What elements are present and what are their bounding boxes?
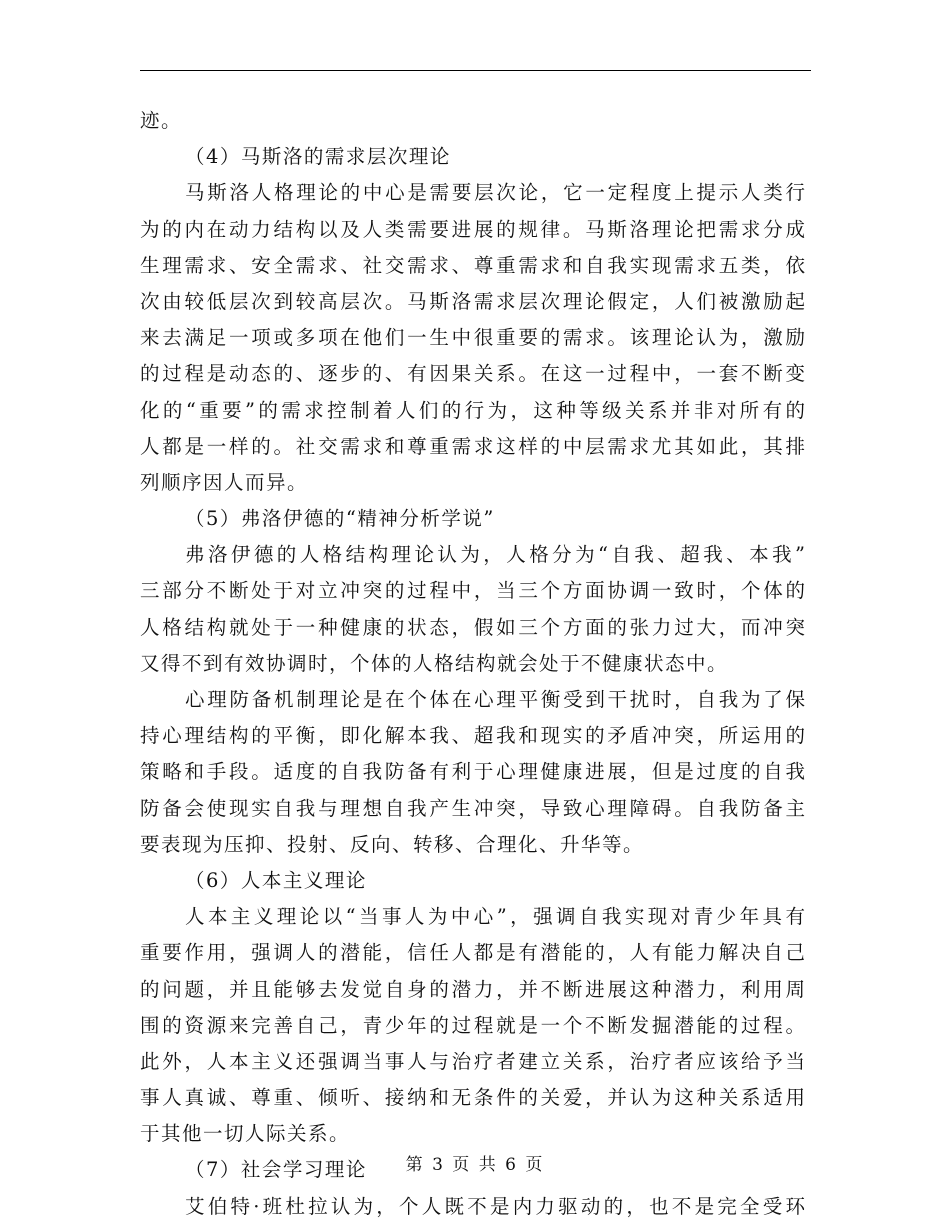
text-line: 艾伯特·班杜拉认为，个人既不是内力驱动的，也不是完全受环 <box>185 1194 805 1218</box>
text-line: 心理防备机制理论是在个体在心理平衡受到干扰时，自我为了保 <box>185 688 805 711</box>
text-line: 弗洛伊德的人格结构理论认为，人格分为“自我、超我、本我” <box>185 543 805 567</box>
text-line: 人格结构就处于一种健康的状态，假如三个方面的张力过大，而冲突 <box>140 615 805 639</box>
text-line: 马斯洛人格理论的中心是需要层次论，它一定程度上提示人类行 <box>185 181 805 205</box>
text-line: 人本主义理论以“当事人为中心”，强调自我实现对青少年具有 <box>185 905 805 929</box>
text-line: 于其他一切人际关系。 <box>140 1122 351 1146</box>
text-line: 又得不到有效协调时，个体的人格结构就会处于不健康状态中。 <box>140 651 729 675</box>
text-line: 围的资源来完善自己，青少年的过程就是一个不断发掘潜能的过程。 <box>140 1013 805 1037</box>
text-line: 生理需求、安全需求、社交需求、尊重需求和自我实现需求五类，依 <box>140 253 805 277</box>
section-heading-humanism: （6）人本主义理论 <box>185 868 367 892</box>
document-body <box>140 103 805 1225</box>
text-line: 策略和手段。适度的自我防备有利于心理健康进展，但是过度的自我 <box>140 760 805 784</box>
text-line: 三部分不断处于对立冲突的过程中，当三个方面协调一致时，个体的 <box>140 579 805 603</box>
text-line: 的问题，并且能够去发觉自身的潜力，并不断进展这种潜力，利用周 <box>140 977 805 1001</box>
section-heading-freud: （5）弗洛伊德的“精神分析学说” <box>185 507 495 531</box>
header-rule <box>140 70 811 71</box>
section-heading-social-learning: （7）社会学习理论 <box>185 1158 367 1182</box>
text-line: 化的“重要”的需求控制着人们的行为，这种等级关系并非对所有的 <box>140 398 805 422</box>
text-line: 防备会使现实自我与理想自我产生冲突，导致心理障碍。自我防备主 <box>140 796 805 820</box>
text-line: 的过程是动态的、逐步的、有因果关系。在这一过程中，一套不断变 <box>140 362 805 386</box>
text-line: 持心理结构的平衡，即化解本我、超我和现实的矛盾冲突，所运用的 <box>140 724 805 748</box>
text-line: 来去满足一项或多项在他们一生中很重要的需求。该理论认为，激励 <box>140 326 805 350</box>
page-number: 第 3 页 共 6 页 <box>405 1155 545 1175</box>
text-line: 此外，人本主义还强调当事人与治疗者建立关系，治疗者应该给予当 <box>140 1049 805 1073</box>
text-line: 次由较低层次到较高层次。马斯洛需求层次理论假定，人们被激励起 <box>140 289 805 313</box>
text-line: 事人真诚、尊重、倾听、接纳和无条件的关爱，并认为这种关系适用 <box>140 1086 805 1110</box>
text-line: 列顺序因人而异。 <box>140 470 309 494</box>
text-line: 为的内在动力结构以及人类需要进展的规律。马斯洛理论把需求分成 <box>140 217 805 241</box>
text-line: 要表现为压抑、投射、反向、转移、合理化、升华等。 <box>140 832 645 856</box>
section-heading-maslow: （4）马斯洛的需求层次理论 <box>185 145 451 169</box>
text-line: 重要作用，强调人的潜能，信任人都是有潜能的，人有能力解决自己 <box>140 941 805 965</box>
text-line: 迹。 <box>140 109 183 132</box>
text-line: 人都是一样的。社交需求和尊重需求这样的中层需求尤其如此，其排 <box>140 434 805 458</box>
